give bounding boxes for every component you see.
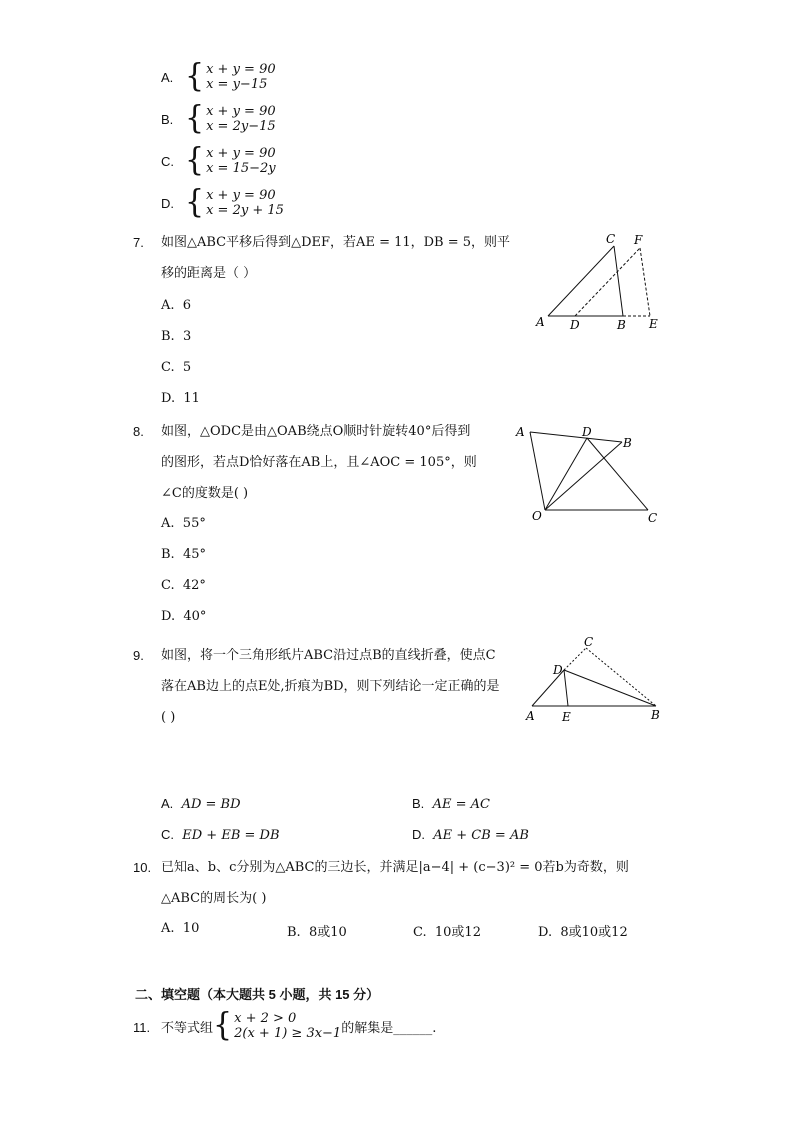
q9-text: 如图，将一个三角形纸片ABC沿过点B的直线折叠，使点C 落在AB边上的点E处,折痕为BD，则下列结论一定正确的是 ( )	[161, 648, 500, 725]
section-title: 二、填空题（本大题共 5 小题，共 15 分）	[135, 987, 380, 1002]
q6-option-c[interactable]: C. { x + y = 90 x = 15−2y	[161, 142, 276, 179]
q8-label-d: D	[582, 425, 592, 439]
q6-option-d[interactable]: D. { x + y = 90 x = 2y + 15	[161, 184, 284, 221]
q7-label-f: F	[634, 233, 643, 247]
q7-text: 如图△ABC平移后得到△DEF，若AE = 11，DB = 5，则平 移的距离是（ ）	[161, 235, 511, 281]
q7-number: 7.	[133, 235, 144, 250]
q9-option-d[interactable]: D. AE + CB = AB	[412, 827, 529, 843]
q10-option-c[interactable]: C. 10或12	[413, 925, 481, 940]
q11-number: 11.	[133, 1020, 151, 1035]
q8-label-o: O	[532, 509, 542, 523]
q7-label-e: E	[649, 317, 658, 331]
q7-figure	[530, 228, 670, 338]
q8-number: 8.	[133, 424, 144, 439]
q10-option-b[interactable]: B. 8或10	[287, 925, 347, 940]
q10-number: 10.	[133, 860, 152, 875]
q9-label-a: A	[526, 709, 535, 723]
q7-label-a: A	[536, 315, 545, 329]
q11-text: 不等式组 { x + 2 > 0 2(x + 1) ≥ 3x−1 的解集是______.	[161, 1007, 437, 1044]
q9-figure	[520, 632, 670, 727]
q9-option-a[interactable]: A. AD = BD	[161, 796, 241, 812]
q11-answer-blank[interactable]: 的解集是______.	[341, 1020, 437, 1036]
q7-label-b: B	[617, 318, 626, 332]
q10-option-d[interactable]: D. 8或10或12	[538, 925, 628, 940]
q9-label-c: C	[584, 635, 594, 649]
q6-option-b[interactable]: B. { x + y = 90 x = 2y−15	[161, 100, 276, 137]
q7-option-c[interactable]: C. 5	[161, 360, 192, 375]
q8-option-b[interactable]: B. 45°	[161, 547, 206, 562]
q9-label-d: D	[553, 663, 563, 677]
q10-text: 已知a、b、c分别为△ABC的三边长，并满足|a−4| + (c−3)² = 0若b为奇数，则 △ABC的周长为( )	[161, 860, 629, 906]
q9-option-c[interactable]: C. ED + EB = DB	[161, 827, 280, 843]
q8-figure	[510, 420, 670, 530]
q7-option-b[interactable]: B. 3	[161, 329, 192, 344]
q8-option-c[interactable]: C. 42°	[161, 578, 206, 593]
q8-label-c: C	[648, 511, 658, 525]
q8-label-b: B	[623, 436, 632, 450]
q6-option-a[interactable]: A. { x + y = 90 x = y−15	[161, 58, 276, 95]
q8-option-d[interactable]: D. 40°	[161, 609, 207, 624]
q8-option-a[interactable]: A. 55°	[161, 516, 206, 531]
q7-option-a[interactable]: A. 6	[161, 298, 192, 313]
q8-label-a: A	[516, 425, 525, 439]
q9-option-b[interactable]: B. AE = AC	[412, 796, 490, 812]
q7-label-c: C	[606, 232, 616, 246]
q7-option-d[interactable]: D. 11	[161, 391, 200, 406]
q9-number: 9.	[133, 648, 144, 663]
q7-label-d: D	[570, 318, 580, 332]
q9-label-e: E	[562, 710, 571, 724]
q9-label-b: B	[651, 708, 660, 722]
q10-option-a[interactable]: A. 10	[161, 921, 200, 936]
q8-text: 如图，△ODC是由△OAB绕点O顺时针旋转40°后得到 的图形，若点D恰好落在AB上，且∠AOC = 105°，则 ∠C的度数是( )	[161, 424, 477, 501]
